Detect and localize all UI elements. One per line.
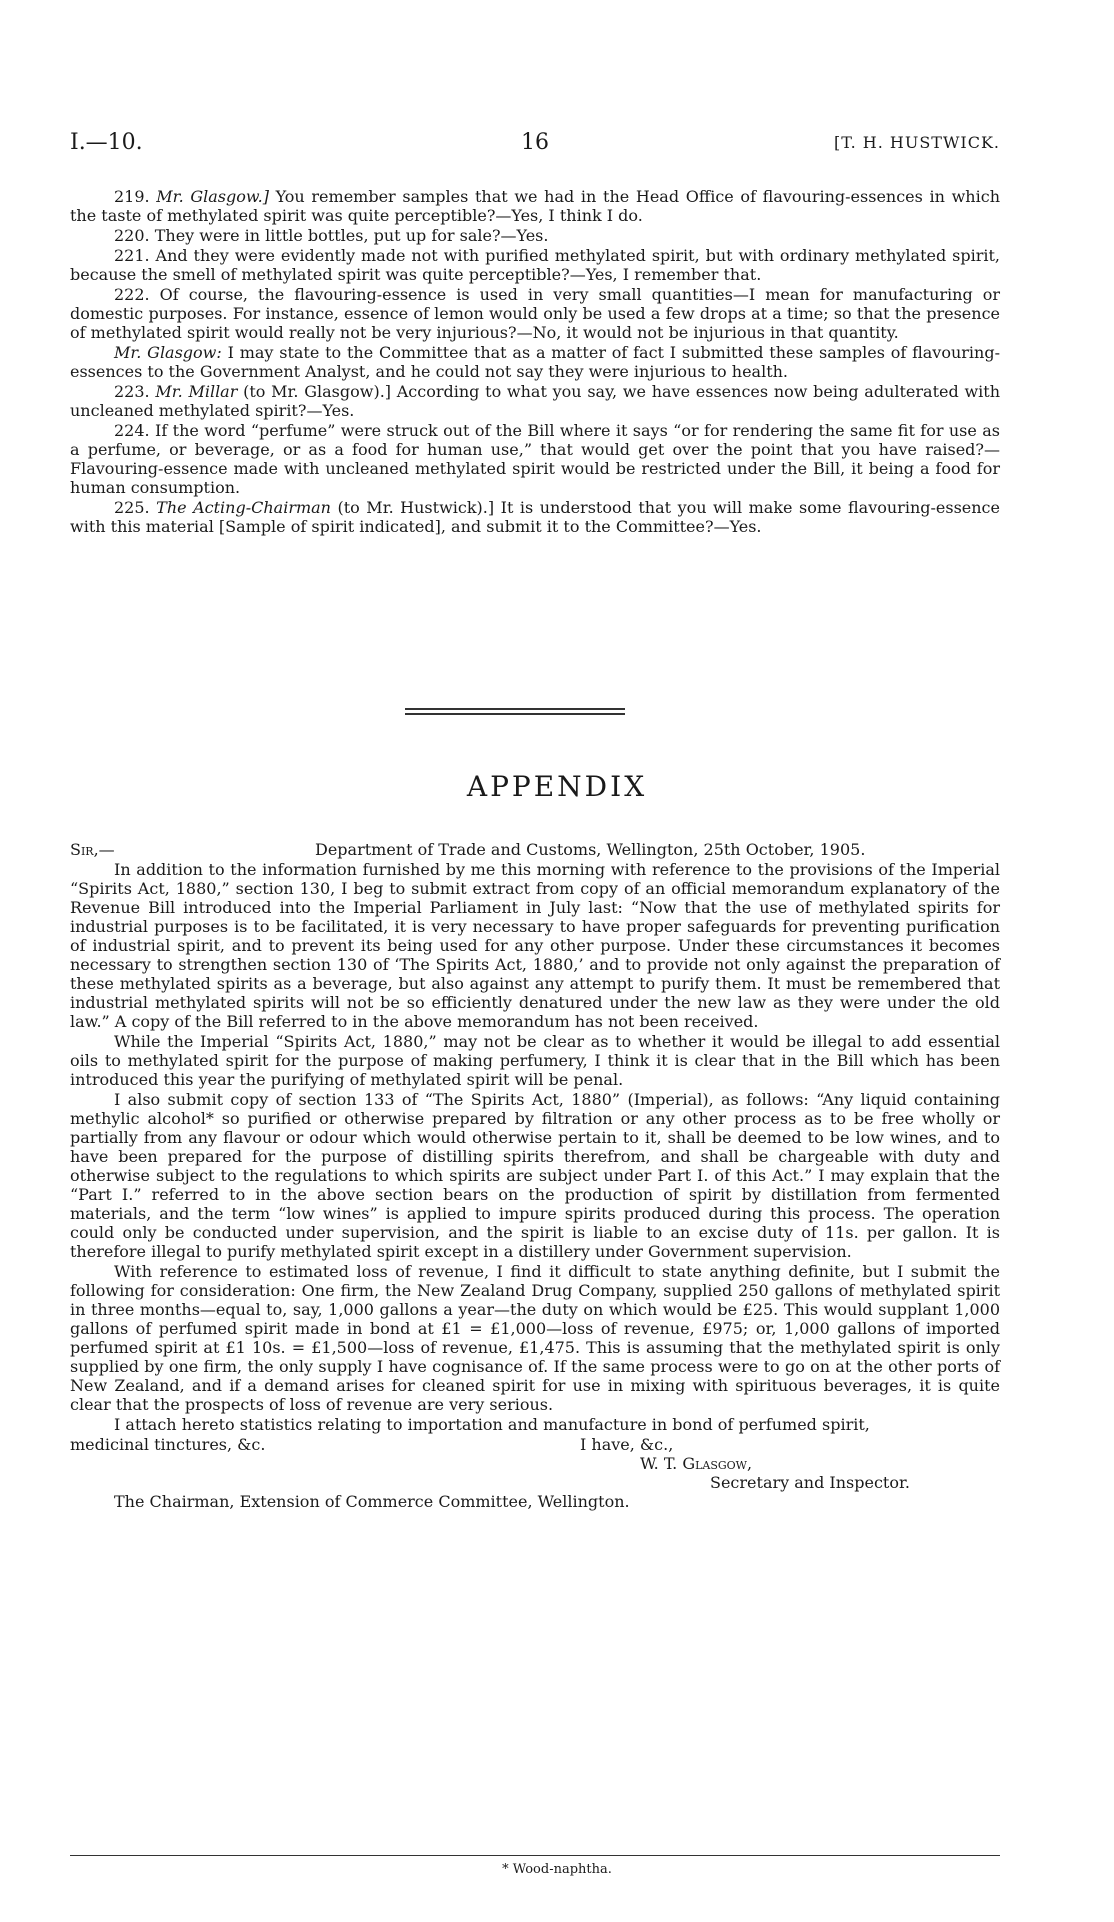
closing-continuation: medicinal tinctures, &c. bbox=[70, 1435, 266, 1454]
witness-name: [T. H. HUSTWICK. bbox=[834, 133, 1000, 152]
letter-paragraph: In addition to the information furnished by me this morning with reference to the provisions of the Imperial “Spirits Act, 1880,” section 130, I beg to submit extract from copy of an official memorandum explanatory of the Revenue Bill introduced into the Imperial Parliament in July last: “Now that the use of methylated spirits for industrial purposes is to be facilitated, it is very necessary to have proper safeguards for preventing purification of industrial spirit, and to prevent its being used for any other purpose. Under these circumstances it becomes necessary to strengthen section 130 of ‘The Spirits Act, 1880,’ and to provide not only against the preparation of these methylated spirits as a beverage, but also against any attempt to purify them. It must be remembered that industrial methylated spirits will not be so efficiently denatured under the new law as they were under the old law.” A copy of the Bill referred to in the above memorandum has not been received. bbox=[70, 860, 1000, 1031]
question-224: 224. If the word “perfume” were struck out of the Bill where it says “or for rendering the same fit for use as a perfume, or beverage, or as a food for human use,” that would get over the point that you have raised?—Flavouring-essence made with uncleaned methylated spirit would be restricted under the Bill, it being a food for human consumption. bbox=[70, 421, 1000, 497]
question-219: 219. Mr. Glasgow.] You remember samples that we had in the Head Office of flavouring-essences in which the taste of methylated spirit was quite perceptible?—Yes, I think I do. bbox=[70, 187, 1000, 225]
appendix-title: APPENDIX bbox=[466, 770, 648, 803]
appendix-letter bbox=[70, 840, 1000, 1511]
question-225: 225. The Acting-Chairman (to Mr. Hustwick).] It is understood that you will make some flavouring-essence with this material [Sample of spirit indicated], and submit it to the Committee?—Yes. bbox=[70, 498, 1000, 536]
paper-reference: I.—10. bbox=[70, 130, 143, 155]
closing-phrase: I have, &c., bbox=[580, 1435, 674, 1454]
speaker: The Acting-Chairman bbox=[156, 498, 331, 517]
statement-glasgow: Mr. Glasgow: I may state to the Committee that as a matter of fact I submitted these samples of flavouring-essences to the Government Analyst, and he could not say they were injurious to health. bbox=[70, 343, 1001, 381]
page-header bbox=[70, 130, 1000, 160]
evidence-transcript bbox=[70, 187, 1000, 537]
section-divider bbox=[405, 708, 625, 710]
speaker: Mr. Millar bbox=[155, 382, 238, 401]
signature-name: W. T. Glasgow, bbox=[640, 1454, 753, 1473]
section-divider bbox=[405, 713, 625, 715]
letter-paragraph: With reference to estimated loss of revenue, I find it difficult to state anything definite, but I submit the following for consideration: One firm, the New Zealand Drug Company, supplied 250 gallons of methylated spirit in three months—equal to, say, 1,000 gallons a year—the duty on which would be £25. This would supplant 1,000 gallons of perfumed spirit made in bond at £1 = £1,000—loss of revenue, £975; or, 1,000 gallons of imported perfumed spirit at £1 10s. = £1,500—loss of revenue, £1,475. This is assuming that the methylated spirit is only supplied by one firm, the only supply I have cognisance of. If the same process were to go on at the other ports of New Zealand, and if a demand arises for cleaned spirit for use in mixing with spirituous beverages, it is quite clear that the prospects of loss of revenue are very serious. bbox=[70, 1262, 1000, 1414]
footnote-divider bbox=[70, 1855, 1000, 1856]
question-220: 220. They were in little bottles, put up for sale?—Yes. bbox=[114, 226, 549, 245]
letter-paragraph: While the Imperial “Spirits Act, 1880,” may not be clear as to whether it would be illegal to add essential oils to methylated spirit for the purpose of making perfumery, I think it is clear that in the Bill which has been introduced this year the purifying of methylated spirit will be penal. bbox=[70, 1032, 1000, 1089]
dateline: Department of Trade and Customs, Wellington, 25th October, 1905. bbox=[315, 840, 866, 859]
salutation: Sir,— bbox=[70, 840, 115, 859]
page-number: 16 bbox=[521, 130, 549, 155]
speaker: Mr. Glasgow: bbox=[114, 343, 222, 362]
closing-row bbox=[70, 1435, 1000, 1454]
letter-heading bbox=[70, 840, 1000, 860]
question-223: 223. Mr. Millar (to Mr. Glasgow).] According to what you say, we have essences now being adulterated with uncleaned methylated spirit?—Yes. bbox=[70, 382, 1000, 420]
letter-paragraph: I attach hereto statistics relating to importation and manufacture in bond of perfumed spirit, bbox=[114, 1415, 870, 1434]
question-221: 221. And they were evidently made not with purified methylated spirit, but with ordinary methylated spirit, because the smell of methylated spirit was quite perceptible?—Yes, I remember that. bbox=[70, 246, 1000, 284]
footnote: * Wood-naphtha. bbox=[502, 1862, 612, 1877]
addressee: The Chairman, Extension of Commerce Committee, Wellington. bbox=[114, 1492, 630, 1511]
signature-title: Secretary and Inspector. bbox=[710, 1473, 910, 1492]
letter-paragraph: I also submit copy of section 133 of “The Spirits Act, 1880” (Imperial), as follows: “Any liquid containing methylic alcohol* so purified or otherwise prepared by filtration or any other process as to be free wholly or partially from any flavour or odour which would otherwise pertain to it, shall be deemed to be low wines, and to have been prepared for the purpose of distilling spirits therefrom, and shall be chargeable with duty and otherwise subject to the regulations to which spirits are subject under Part I. of this Act.” I may explain that the “Part I.” referred to in the above section bears on the production of spirit by distillation from fermented materials, and the term “low wines” is applied to impure spirits produced during this process. The operation could only be conducted under supervision, and the spirit is liable to an excise duty of 11s. per gallon. It is therefore illegal to purify methylated spirit except in a distillery under Government supervision. bbox=[70, 1090, 1000, 1261]
speaker: Mr. Glasgow.] bbox=[156, 187, 269, 206]
question-222: 222. Of course, the flavouring-essence is used in very small quantities—I mean for manufacturing or domestic purposes. For instance, essence of lemon would only be used a few drops at a time; so that the presence of methylated spirit would really not be very injurious?—No, it would not be injurious in that quantity. bbox=[70, 285, 1000, 342]
